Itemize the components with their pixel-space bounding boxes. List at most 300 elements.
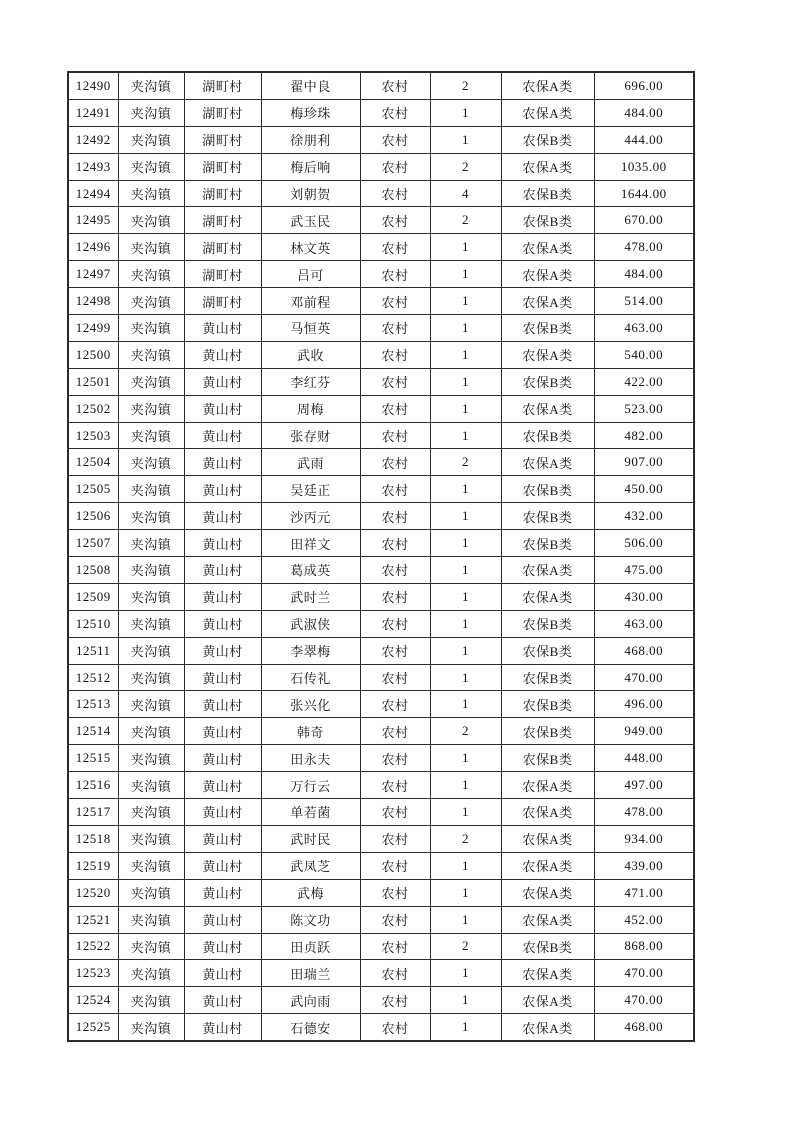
cell-residence-type: 农村 bbox=[360, 126, 430, 153]
cell-amount: 949.00 bbox=[594, 718, 694, 745]
cell-amount: 450.00 bbox=[594, 476, 694, 503]
cell-town: 夹沟镇 bbox=[118, 799, 184, 826]
cell-person-name: 刘朝贺 bbox=[261, 180, 360, 207]
cell-record-id: 12505 bbox=[68, 476, 118, 503]
cell-amount: 868.00 bbox=[594, 933, 694, 960]
cell-residence-type: 农村 bbox=[360, 368, 430, 395]
cell-village: 黄山村 bbox=[184, 583, 261, 610]
cell-town: 夹沟镇 bbox=[118, 72, 184, 99]
cell-person-count: 1 bbox=[430, 288, 501, 315]
cell-insurance-class: 农保B类 bbox=[501, 422, 594, 449]
cell-village: 黄山村 bbox=[184, 852, 261, 879]
cell-record-id: 12523 bbox=[68, 960, 118, 987]
cell-town: 夹沟镇 bbox=[118, 664, 184, 691]
cell-residence-type: 农村 bbox=[360, 610, 430, 637]
cell-record-id: 12510 bbox=[68, 610, 118, 637]
cell-insurance-class: 农保B类 bbox=[501, 610, 594, 637]
cell-insurance-class: 农保B类 bbox=[501, 691, 594, 718]
cell-residence-type: 农村 bbox=[360, 799, 430, 826]
cell-person-name: 沙丙元 bbox=[261, 503, 360, 530]
cell-person-name: 吕可 bbox=[261, 261, 360, 288]
table-row bbox=[68, 449, 694, 476]
cell-town: 夹沟镇 bbox=[118, 315, 184, 342]
cell-town: 夹沟镇 bbox=[118, 772, 184, 799]
table-row bbox=[68, 288, 694, 315]
cell-person-count: 2 bbox=[430, 153, 501, 180]
cell-amount: 1644.00 bbox=[594, 180, 694, 207]
cell-amount: 452.00 bbox=[594, 906, 694, 933]
cell-town: 夹沟镇 bbox=[118, 933, 184, 960]
cell-person-name: 梅后响 bbox=[261, 153, 360, 180]
cell-person-name: 武时民 bbox=[261, 825, 360, 852]
cell-insurance-class: 农保A类 bbox=[501, 906, 594, 933]
cell-person-name: 葛成英 bbox=[261, 557, 360, 584]
cell-town: 夹沟镇 bbox=[118, 825, 184, 852]
cell-residence-type: 农村 bbox=[360, 288, 430, 315]
cell-village: 黄山村 bbox=[184, 557, 261, 584]
cell-record-id: 12516 bbox=[68, 772, 118, 799]
cell-person-name: 翟中良 bbox=[261, 72, 360, 99]
cell-amount: 506.00 bbox=[594, 530, 694, 557]
cell-town: 夹沟镇 bbox=[118, 745, 184, 772]
cell-amount: 463.00 bbox=[594, 610, 694, 637]
cell-record-id: 12500 bbox=[68, 341, 118, 368]
cell-amount: 444.00 bbox=[594, 126, 694, 153]
cell-insurance-class: 农保A类 bbox=[501, 799, 594, 826]
cell-insurance-class: 农保A类 bbox=[501, 449, 594, 476]
cell-residence-type: 农村 bbox=[360, 718, 430, 745]
cell-village: 黄山村 bbox=[184, 503, 261, 530]
cell-person-name: 马恒英 bbox=[261, 315, 360, 342]
cell-village: 湖町村 bbox=[184, 261, 261, 288]
cell-amount: 470.00 bbox=[594, 664, 694, 691]
cell-village: 黄山村 bbox=[184, 691, 261, 718]
cell-insurance-class: 农保B类 bbox=[501, 476, 594, 503]
cell-record-id: 12498 bbox=[68, 288, 118, 315]
cell-insurance-class: 农保B类 bbox=[501, 664, 594, 691]
records-table bbox=[67, 71, 695, 1042]
cell-town: 夹沟镇 bbox=[118, 207, 184, 234]
cell-person-count: 1 bbox=[430, 772, 501, 799]
cell-amount: 484.00 bbox=[594, 99, 694, 126]
cell-village: 黄山村 bbox=[184, 1014, 261, 1041]
table-row bbox=[68, 261, 694, 288]
cell-insurance-class: 农保B类 bbox=[501, 933, 594, 960]
cell-insurance-class: 农保B类 bbox=[501, 530, 594, 557]
cell-person-count: 1 bbox=[430, 879, 501, 906]
cell-residence-type: 农村 bbox=[360, 261, 430, 288]
cell-insurance-class: 农保A类 bbox=[501, 261, 594, 288]
cell-record-id: 12525 bbox=[68, 1014, 118, 1041]
cell-town: 夹沟镇 bbox=[118, 691, 184, 718]
cell-record-id: 12519 bbox=[68, 852, 118, 879]
cell-village: 黄山村 bbox=[184, 315, 261, 342]
cell-village: 湖町村 bbox=[184, 126, 261, 153]
cell-person-count: 1 bbox=[430, 745, 501, 772]
cell-person-count: 1 bbox=[430, 422, 501, 449]
table-row bbox=[68, 341, 694, 368]
cell-person-count: 1 bbox=[430, 799, 501, 826]
cell-insurance-class: 农保A类 bbox=[501, 341, 594, 368]
cell-residence-type: 农村 bbox=[360, 72, 430, 99]
cell-insurance-class: 农保A类 bbox=[501, 288, 594, 315]
cell-village: 湖町村 bbox=[184, 288, 261, 315]
table-row bbox=[68, 153, 694, 180]
table-row bbox=[68, 530, 694, 557]
cell-record-id: 12513 bbox=[68, 691, 118, 718]
cell-amount: 484.00 bbox=[594, 261, 694, 288]
cell-person-count: 2 bbox=[430, 449, 501, 476]
table-row bbox=[68, 933, 694, 960]
cell-residence-type: 农村 bbox=[360, 315, 430, 342]
cell-person-count: 1 bbox=[430, 315, 501, 342]
table-row bbox=[68, 126, 694, 153]
cell-town: 夹沟镇 bbox=[118, 987, 184, 1014]
cell-record-id: 12521 bbox=[68, 906, 118, 933]
table-row bbox=[68, 503, 694, 530]
cell-amount: 439.00 bbox=[594, 852, 694, 879]
cell-person-name: 张存财 bbox=[261, 422, 360, 449]
cell-insurance-class: 农保B类 bbox=[501, 126, 594, 153]
cell-person-name: 田永夫 bbox=[261, 745, 360, 772]
cell-town: 夹沟镇 bbox=[118, 906, 184, 933]
cell-residence-type: 农村 bbox=[360, 960, 430, 987]
cell-record-id: 12504 bbox=[68, 449, 118, 476]
cell-amount: 670.00 bbox=[594, 207, 694, 234]
cell-amount: 448.00 bbox=[594, 745, 694, 772]
cell-person-name: 田贞跃 bbox=[261, 933, 360, 960]
cell-person-count: 1 bbox=[430, 503, 501, 530]
cell-village: 黄山村 bbox=[184, 637, 261, 664]
cell-village: 黄山村 bbox=[184, 664, 261, 691]
cell-person-name: 林文英 bbox=[261, 234, 360, 261]
cell-record-id: 12507 bbox=[68, 530, 118, 557]
cell-person-name: 石传礼 bbox=[261, 664, 360, 691]
cell-village: 黄山村 bbox=[184, 799, 261, 826]
cell-record-id: 12499 bbox=[68, 315, 118, 342]
cell-amount: 497.00 bbox=[594, 772, 694, 799]
cell-person-count: 1 bbox=[430, 987, 501, 1014]
cell-insurance-class: 农保A类 bbox=[501, 879, 594, 906]
cell-amount: 470.00 bbox=[594, 987, 694, 1014]
cell-village: 黄山村 bbox=[184, 772, 261, 799]
cell-person-count: 1 bbox=[430, 691, 501, 718]
cell-person-name: 张兴化 bbox=[261, 691, 360, 718]
cell-record-id: 12520 bbox=[68, 879, 118, 906]
cell-person-count: 4 bbox=[430, 180, 501, 207]
cell-person-count: 1 bbox=[430, 610, 501, 637]
table-row bbox=[68, 557, 694, 584]
cell-record-id: 12512 bbox=[68, 664, 118, 691]
cell-residence-type: 农村 bbox=[360, 557, 430, 584]
table-row bbox=[68, 825, 694, 852]
table-row bbox=[68, 1014, 694, 1041]
cell-village: 黄山村 bbox=[184, 610, 261, 637]
table-row bbox=[68, 234, 694, 261]
cell-town: 夹沟镇 bbox=[118, 395, 184, 422]
cell-record-id: 12506 bbox=[68, 503, 118, 530]
cell-person-count: 2 bbox=[430, 207, 501, 234]
cell-residence-type: 农村 bbox=[360, 530, 430, 557]
cell-village: 湖町村 bbox=[184, 99, 261, 126]
cell-person-count: 1 bbox=[430, 234, 501, 261]
cell-person-count: 1 bbox=[430, 476, 501, 503]
cell-town: 夹沟镇 bbox=[118, 422, 184, 449]
table-row bbox=[68, 395, 694, 422]
cell-record-id: 12509 bbox=[68, 583, 118, 610]
cell-record-id: 12502 bbox=[68, 395, 118, 422]
cell-person-count: 1 bbox=[430, 557, 501, 584]
table-row bbox=[68, 72, 694, 99]
cell-amount: 696.00 bbox=[594, 72, 694, 99]
cell-village: 黄山村 bbox=[184, 906, 261, 933]
cell-record-id: 12508 bbox=[68, 557, 118, 584]
cell-amount: 475.00 bbox=[594, 557, 694, 584]
cell-person-name: 梅珍珠 bbox=[261, 99, 360, 126]
cell-village: 湖町村 bbox=[184, 234, 261, 261]
cell-residence-type: 农村 bbox=[360, 180, 430, 207]
table-row bbox=[68, 315, 694, 342]
cell-person-name: 韩奇 bbox=[261, 718, 360, 745]
cell-town: 夹沟镇 bbox=[118, 960, 184, 987]
cell-amount: 907.00 bbox=[594, 449, 694, 476]
cell-record-id: 12493 bbox=[68, 153, 118, 180]
cell-residence-type: 农村 bbox=[360, 691, 430, 718]
cell-amount: 523.00 bbox=[594, 395, 694, 422]
cell-person-name: 吴廷正 bbox=[261, 476, 360, 503]
table-row bbox=[68, 476, 694, 503]
cell-person-count: 2 bbox=[430, 72, 501, 99]
cell-insurance-class: 农保A类 bbox=[501, 960, 594, 987]
cell-village: 黄山村 bbox=[184, 933, 261, 960]
cell-village: 黄山村 bbox=[184, 718, 261, 745]
table-row bbox=[68, 664, 694, 691]
cell-person-count: 1 bbox=[430, 99, 501, 126]
table-row bbox=[68, 422, 694, 449]
cell-record-id: 12503 bbox=[68, 422, 118, 449]
cell-town: 夹沟镇 bbox=[118, 610, 184, 637]
cell-residence-type: 农村 bbox=[360, 825, 430, 852]
cell-village: 黄山村 bbox=[184, 368, 261, 395]
table-row bbox=[68, 99, 694, 126]
cell-residence-type: 农村 bbox=[360, 395, 430, 422]
cell-residence-type: 农村 bbox=[360, 341, 430, 368]
cell-insurance-class: 农保A类 bbox=[501, 99, 594, 126]
cell-residence-type: 农村 bbox=[360, 449, 430, 476]
cell-residence-type: 农村 bbox=[360, 664, 430, 691]
cell-amount: 1035.00 bbox=[594, 153, 694, 180]
cell-amount: 478.00 bbox=[594, 799, 694, 826]
cell-town: 夹沟镇 bbox=[118, 557, 184, 584]
cell-person-count: 1 bbox=[430, 126, 501, 153]
cell-record-id: 12517 bbox=[68, 799, 118, 826]
cell-village: 湖町村 bbox=[184, 180, 261, 207]
cell-insurance-class: 农保B类 bbox=[501, 368, 594, 395]
cell-village: 黄山村 bbox=[184, 341, 261, 368]
cell-insurance-class: 农保B类 bbox=[501, 180, 594, 207]
cell-residence-type: 农村 bbox=[360, 772, 430, 799]
cell-amount: 482.00 bbox=[594, 422, 694, 449]
cell-amount: 468.00 bbox=[594, 637, 694, 664]
cell-residence-type: 农村 bbox=[360, 422, 430, 449]
cell-amount: 432.00 bbox=[594, 503, 694, 530]
cell-insurance-class: 农保A类 bbox=[501, 1014, 594, 1041]
cell-village: 湖町村 bbox=[184, 72, 261, 99]
cell-amount: 478.00 bbox=[594, 234, 694, 261]
cell-amount: 470.00 bbox=[594, 960, 694, 987]
cell-record-id: 12491 bbox=[68, 99, 118, 126]
cell-residence-type: 农村 bbox=[360, 153, 430, 180]
table-row bbox=[68, 610, 694, 637]
cell-person-name: 单若菌 bbox=[261, 799, 360, 826]
cell-amount: 422.00 bbox=[594, 368, 694, 395]
cell-insurance-class: 农保A类 bbox=[501, 852, 594, 879]
cell-person-count: 1 bbox=[430, 368, 501, 395]
cell-residence-type: 农村 bbox=[360, 987, 430, 1014]
cell-person-name: 武淑侠 bbox=[261, 610, 360, 637]
cell-record-id: 12494 bbox=[68, 180, 118, 207]
cell-insurance-class: 农保A类 bbox=[501, 395, 594, 422]
cell-village: 黄山村 bbox=[184, 879, 261, 906]
cell-amount: 496.00 bbox=[594, 691, 694, 718]
cell-amount: 468.00 bbox=[594, 1014, 694, 1041]
cell-town: 夹沟镇 bbox=[118, 718, 184, 745]
cell-town: 夹沟镇 bbox=[118, 126, 184, 153]
table-row bbox=[68, 368, 694, 395]
cell-town: 夹沟镇 bbox=[118, 476, 184, 503]
cell-residence-type: 农村 bbox=[360, 207, 430, 234]
cell-record-id: 12511 bbox=[68, 637, 118, 664]
cell-insurance-class: 农保B类 bbox=[501, 207, 594, 234]
cell-record-id: 12495 bbox=[68, 207, 118, 234]
table-row bbox=[68, 207, 694, 234]
table-row bbox=[68, 180, 694, 207]
cell-town: 夹沟镇 bbox=[118, 503, 184, 530]
cell-amount: 463.00 bbox=[594, 315, 694, 342]
cell-record-id: 12496 bbox=[68, 234, 118, 261]
cell-person-count: 2 bbox=[430, 825, 501, 852]
cell-insurance-class: 农保A类 bbox=[501, 987, 594, 1014]
cell-person-name: 武梅 bbox=[261, 879, 360, 906]
cell-town: 夹沟镇 bbox=[118, 852, 184, 879]
cell-record-id: 12515 bbox=[68, 745, 118, 772]
cell-person-count: 1 bbox=[430, 664, 501, 691]
cell-residence-type: 农村 bbox=[360, 879, 430, 906]
table-row bbox=[68, 799, 694, 826]
cell-residence-type: 农村 bbox=[360, 852, 430, 879]
cell-amount: 540.00 bbox=[594, 341, 694, 368]
cell-person-name: 李红芬 bbox=[261, 368, 360, 395]
cell-village: 黄山村 bbox=[184, 422, 261, 449]
cell-person-name: 田瑞兰 bbox=[261, 960, 360, 987]
cell-record-id: 12514 bbox=[68, 718, 118, 745]
cell-insurance-class: 农保B类 bbox=[501, 315, 594, 342]
cell-insurance-class: 农保A类 bbox=[501, 557, 594, 584]
cell-village: 黄山村 bbox=[184, 395, 261, 422]
cell-person-count: 1 bbox=[430, 637, 501, 664]
cell-person-name: 武时兰 bbox=[261, 583, 360, 610]
cell-person-name: 石德安 bbox=[261, 1014, 360, 1041]
cell-town: 夹沟镇 bbox=[118, 637, 184, 664]
cell-person-name: 武向雨 bbox=[261, 987, 360, 1014]
cell-amount: 471.00 bbox=[594, 879, 694, 906]
cell-insurance-class: 农保B类 bbox=[501, 637, 594, 664]
cell-record-id: 12522 bbox=[68, 933, 118, 960]
cell-town: 夹沟镇 bbox=[118, 1014, 184, 1041]
table-row bbox=[68, 906, 694, 933]
cell-village: 黄山村 bbox=[184, 987, 261, 1014]
cell-record-id: 12497 bbox=[68, 261, 118, 288]
cell-insurance-class: 农保A类 bbox=[501, 825, 594, 852]
cell-record-id: 12492 bbox=[68, 126, 118, 153]
cell-village: 黄山村 bbox=[184, 476, 261, 503]
cell-person-name: 田祥文 bbox=[261, 530, 360, 557]
cell-village: 湖町村 bbox=[184, 207, 261, 234]
cell-town: 夹沟镇 bbox=[118, 341, 184, 368]
cell-person-count: 1 bbox=[430, 852, 501, 879]
cell-town: 夹沟镇 bbox=[118, 99, 184, 126]
cell-person-count: 1 bbox=[430, 530, 501, 557]
table-row bbox=[68, 960, 694, 987]
cell-record-id: 12501 bbox=[68, 368, 118, 395]
cell-insurance-class: 农保B类 bbox=[501, 745, 594, 772]
cell-residence-type: 农村 bbox=[360, 99, 430, 126]
cell-amount: 934.00 bbox=[594, 825, 694, 852]
cell-village: 黄山村 bbox=[184, 825, 261, 852]
cell-record-id: 12524 bbox=[68, 987, 118, 1014]
cell-amount: 430.00 bbox=[594, 583, 694, 610]
cell-person-name: 周梅 bbox=[261, 395, 360, 422]
cell-residence-type: 农村 bbox=[360, 503, 430, 530]
cell-person-count: 1 bbox=[430, 341, 501, 368]
cell-town: 夹沟镇 bbox=[118, 180, 184, 207]
cell-residence-type: 农村 bbox=[360, 745, 430, 772]
cell-person-count: 1 bbox=[430, 1014, 501, 1041]
cell-town: 夹沟镇 bbox=[118, 879, 184, 906]
cell-person-count: 1 bbox=[430, 906, 501, 933]
cell-town: 夹沟镇 bbox=[118, 530, 184, 557]
cell-insurance-class: 农保A类 bbox=[501, 583, 594, 610]
cell-village: 黄山村 bbox=[184, 530, 261, 557]
table-row bbox=[68, 745, 694, 772]
cell-person-count: 1 bbox=[430, 960, 501, 987]
cell-person-count: 1 bbox=[430, 583, 501, 610]
cell-amount: 514.00 bbox=[594, 288, 694, 315]
cell-residence-type: 农村 bbox=[360, 583, 430, 610]
cell-residence-type: 农村 bbox=[360, 476, 430, 503]
cell-residence-type: 农村 bbox=[360, 1014, 430, 1041]
cell-person-count: 2 bbox=[430, 933, 501, 960]
cell-town: 夹沟镇 bbox=[118, 261, 184, 288]
cell-town: 夹沟镇 bbox=[118, 288, 184, 315]
cell-insurance-class: 农保A类 bbox=[501, 234, 594, 261]
records-table-body bbox=[68, 72, 694, 1041]
cell-person-name: 李翠梅 bbox=[261, 637, 360, 664]
cell-insurance-class: 农保B类 bbox=[501, 503, 594, 530]
cell-town: 夹沟镇 bbox=[118, 583, 184, 610]
cell-town: 夹沟镇 bbox=[118, 234, 184, 261]
cell-record-id: 12518 bbox=[68, 825, 118, 852]
cell-residence-type: 农村 bbox=[360, 637, 430, 664]
cell-insurance-class: 农保B类 bbox=[501, 718, 594, 745]
cell-person-name: 武雨 bbox=[261, 449, 360, 476]
table-row bbox=[68, 718, 694, 745]
cell-person-name: 徐朋利 bbox=[261, 126, 360, 153]
cell-village: 黄山村 bbox=[184, 960, 261, 987]
cell-person-name: 万行云 bbox=[261, 772, 360, 799]
cell-person-name: 武凤芝 bbox=[261, 852, 360, 879]
cell-person-count: 1 bbox=[430, 395, 501, 422]
